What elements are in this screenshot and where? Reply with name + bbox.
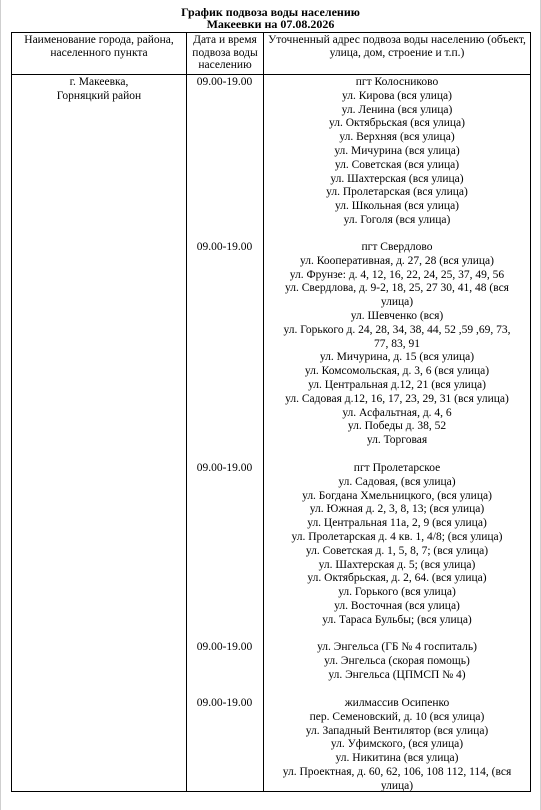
address-line: ул. Горького д. 24, 28, 34, 38, 44, 52 ,59 ,69, 73, xyxy=(283,323,511,336)
address-line: улица) xyxy=(380,779,414,792)
address-line: ул. Проектная, д. 60, 62, 106, 108 112, 114, (вся xyxy=(282,765,512,778)
city-cell xyxy=(12,76,186,104)
address-line: ул. Победы д. 38, 52 xyxy=(347,420,447,433)
address-line: ул. Советская (вся улица) xyxy=(334,158,460,171)
address-line: улица) xyxy=(380,296,414,309)
column-divider xyxy=(186,33,187,791)
address-line: ул. Энгельса (скорая помощь) xyxy=(324,654,470,667)
address-line: ул. Западный Вентилятор (вся улица) xyxy=(305,724,489,737)
header-divider xyxy=(12,74,530,75)
address-list xyxy=(264,241,530,448)
address-line: ул. Богдана Хмельницкого, (вся улица) xyxy=(302,489,492,502)
address-list xyxy=(264,462,530,628)
address-line: ул. Мичурина, д. 15 (вся улица) xyxy=(319,351,475,364)
header-address: Уточненный адрес подвоза воды населению (объект, улица, дом, строение и т.п.) xyxy=(268,34,526,59)
address-line: ул. Мичурина (вся улица) xyxy=(334,144,460,157)
address-line: ул. Энгельса (ЦПМСП № 4) xyxy=(328,668,466,681)
address-line: ул. Фрунзе: д. 4, 12, 16, 22, 24, 25, 37, 49, 56 xyxy=(289,268,505,281)
delivery-time: 09.00-19.00 xyxy=(196,462,253,474)
address-line: ул. Комсомольская, д. 3, 6 (вся улица) xyxy=(304,365,490,378)
address-line: ул. Октябрьская, д. 2, 64. (вся улица) xyxy=(307,572,487,585)
address-line: ул. Центральная 11а, 2, 9 (вся улица) xyxy=(307,517,487,530)
address-line: ул. Садовая, (вся улица) xyxy=(338,475,456,488)
delivery-time: 09.00-19.00 xyxy=(196,76,253,88)
address-line: ул. Уфимского, (вся улица) xyxy=(330,738,464,751)
address-line: пгт Пролетарское xyxy=(353,462,441,474)
district-name: Горняцкий район xyxy=(56,89,142,102)
address-line: пер. Семеновский, д. 10 (вся улица) xyxy=(309,710,485,723)
address-line: ул. Пролетарская (вся улица) xyxy=(326,186,468,199)
address-line: пгт Колосниково xyxy=(355,76,439,88)
document-title: График подвоза воды населению xyxy=(181,5,360,19)
address-list xyxy=(264,641,530,682)
header-city: Наименование города, района, населенного пункта xyxy=(24,34,174,59)
address-line: ул. Верхняя (вся улица) xyxy=(339,131,455,144)
address-line: ул. Южная д. 2, 3, 8, 13; (вся улица) xyxy=(309,503,485,516)
address-line: ул. Ленина (вся улица) xyxy=(341,103,453,116)
address-line: ул. Шахтерская (вся улица) xyxy=(330,172,464,185)
address-list xyxy=(264,697,530,794)
address-line: 77, 83, 91 xyxy=(374,337,420,350)
address-line: ул. Центральная д.12, 21 (вся улица) xyxy=(308,378,486,391)
address-line: ул. Садовая д.12, 16, 17, 23, 29, 31 (вся улица) xyxy=(285,392,509,405)
address-line: пгт Свердлово xyxy=(361,241,433,253)
address-line: ул. Восточная (вся улица) xyxy=(334,599,460,612)
address-line: ул. Кооперативная, д. 27, 28 (вся улица) xyxy=(300,254,494,267)
delivery-time: 09.00-19.00 xyxy=(196,641,253,653)
address-line: ул. Шахтерская д. 5; (вся улица) xyxy=(318,558,476,571)
city-name: г. Макеевка, xyxy=(69,76,129,88)
address-line: ул. Шевченко (вся) xyxy=(350,309,444,322)
address-line: ул. Свердлова, д. 9-2, 18, 25, 27 30, 41, 48 (вся xyxy=(285,282,509,295)
schedule-table xyxy=(11,32,531,792)
address-line: ул. Горького (вся улица) xyxy=(338,586,456,599)
address-line: ул. Энгельса (ГБ № 4 госпиталь) xyxy=(317,641,477,653)
address-line: ул. Школьная (вся улица) xyxy=(334,200,460,213)
address-line: ул. Советская д. 1, 5, 8, 7; (вся улица) xyxy=(305,544,489,557)
address-line: ул. Асфальтная, д. 4, 6 xyxy=(342,406,452,419)
address-list xyxy=(264,76,530,228)
address-line: жилмассив Осипенко xyxy=(344,697,450,709)
address-line: ул. Никитина (вся улица) xyxy=(335,752,459,765)
delivery-time: 09.00-19.00 xyxy=(196,241,253,253)
document-subtitle: Макеевки на 07.08.2026 xyxy=(206,17,335,31)
address-line: ул. Октябрьская (вся улица) xyxy=(329,117,465,130)
address-line: ул. Торговая xyxy=(366,434,428,447)
address-line: ул. Гоголя (вся улица) xyxy=(343,213,451,226)
header-time: Дата и время подвоза воды населению xyxy=(192,34,258,71)
address-line: ул. Пролетарская д. 4 кв. 1, 4/8; (вся улица) xyxy=(291,530,503,543)
delivery-time: 09.00-19.00 xyxy=(196,697,253,709)
address-line: ул. Кирова (вся улица) xyxy=(341,89,452,102)
address-line: ул. Тараса Бульбы; (вся улица) xyxy=(322,613,472,626)
